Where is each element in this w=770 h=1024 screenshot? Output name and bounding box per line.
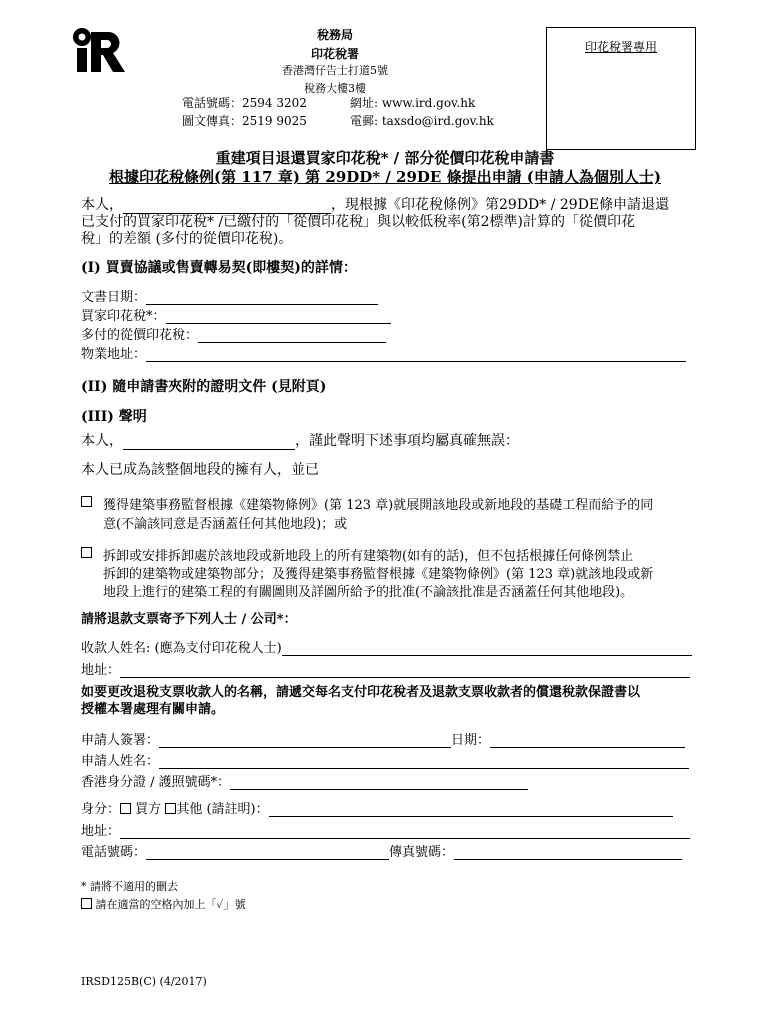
refund-heading: 請將退款支票寄予下列人士 / 公司*：: [81, 612, 297, 627]
address-line-1: 香港灣仔告士打道5號: [282, 64, 388, 77]
option-2-text-2: 拆卸的建築物或建築物部分；及獲得建築事務監督根據《建築物條例》(第 123 章)就該地段或新: [103, 567, 654, 582]
payee-field[interactable]: [282, 642, 692, 656]
declarant-name-field[interactable]: [123, 436, 295, 450]
other-checkbox[interactable]: [165, 803, 176, 814]
overpaid-field[interactable]: [198, 329, 386, 343]
office-name: 印花稅署: [310, 47, 359, 61]
form-number: IRSD125B(C) (4/2017): [81, 975, 207, 988]
section-3-heading: (III) 聲明: [81, 409, 147, 425]
fax-field[interactable]: [454, 846, 682, 860]
phone-label: 電話號碼：: [81, 845, 147, 860]
refund-note-1: 如要更改退稅支票收款人的名稱，請遞交每名支付印花稅者及退款支票收款者的償還稅款保證書以: [81, 685, 641, 700]
signature-field[interactable]: [159, 734, 451, 748]
note-tick: 請在適當的空格內加上「✓」號: [95, 898, 246, 911]
option-1-text-2: 意(不論該同意是否涵蓋任何其他地段)；或: [103, 517, 348, 532]
address-line-2: 稅務大樓3樓: [304, 82, 366, 95]
tel-number: 電話號碼：2594 3202: [182, 96, 307, 110]
refund-note-2: 授權本署處理有關申請。: [81, 702, 225, 717]
declaration-prefix: 本人，: [81, 433, 123, 449]
option-1-checkbox[interactable]: [81, 496, 92, 507]
overpaid-label: 多付的從價印花稅：: [81, 328, 199, 343]
date-field[interactable]: [490, 734, 685, 748]
fax-number: 圖文傳真：2519 9025: [182, 114, 307, 128]
buyer-label: 買方: [135, 802, 162, 817]
fax-label: 傳真號碼：: [389, 845, 455, 860]
form-title: 重建項目退還買家印花稅* / 部分從價印花稅申請書: [215, 149, 555, 167]
buyer-checkbox[interactable]: [120, 803, 131, 814]
property-address-field[interactable]: [146, 348, 686, 362]
signature-label: 申請人簽署：: [81, 733, 160, 748]
section-2-heading: (II) 隨申請書夾附的證明文件 (見附頁): [81, 379, 327, 395]
bsd-field[interactable]: [166, 310, 391, 324]
applicant-address-label: 地址：: [81, 824, 121, 839]
option-1-text-1: 獲得建築事務監督根據《建築物條例》(第 123 章)就展開該地段或新地段的基礎工程而給予的同: [103, 498, 654, 513]
id-field[interactable]: [230, 776, 528, 790]
owner-statement: 本人已成為該整個地段的擁有人，並已: [81, 462, 319, 478]
form-subtitle: 根據印花稅條例(第 117 章) 第 29DD* / 29DE 條提出申請 (申請人為個別人士): [108, 168, 661, 186]
option-2-checkbox[interactable]: [81, 547, 92, 558]
section-1-heading: (I) 買賣協議或售賣轉易契(即樓契)的詳情：: [81, 260, 357, 276]
other-label: 其他 (請註明)：: [176, 802, 269, 817]
property-address-label: 物業地址：: [81, 347, 147, 362]
option-2-text-3: 地段上進行的建築工程的有關圖則及詳圖所給予的批准(不論該批准是否涵蓋任何其他地段)。: [103, 585, 634, 600]
option-2-text-1: 拆卸或安排拆卸處於該地段或新地段上的所有建築物(如有的話)，但不包括根據任何條例禁止: [103, 549, 634, 564]
intro-prefix: 本人，: [81, 197, 123, 213]
payee-address-label: 地址：: [81, 663, 121, 678]
office-use-label: 印花稅署專用: [584, 40, 657, 54]
bsd-label: 買家印花稅*：: [81, 309, 166, 324]
dept-name: 稅務局: [316, 28, 353, 42]
note-delete: * 請將不適用的刪去: [81, 880, 178, 893]
payee-address-field[interactable]: [120, 664, 690, 678]
intro-text-1: ，現根據《印花稅條例》第29DD* / 29DE條申請退還: [331, 197, 670, 213]
office-use-box: [546, 27, 696, 150]
intro-text-3: 稅」的差額 (多付的從價印花稅)。: [81, 231, 293, 247]
email: 電郵: taxsdo@ird.gov.hk: [350, 114, 494, 128]
date-label: 日期：: [451, 733, 491, 748]
capacity-label: 身分：: [81, 802, 121, 817]
applicant-address-field[interactable]: [120, 825, 690, 839]
doc-date-field[interactable]: [146, 291, 378, 305]
intro-text-2: 已支付的買家印花稅* /已繳付的「從價印花稅」與以較低稅率(第2標準)計算的「從價印花: [81, 214, 635, 230]
id-label: 香港身分證 / 護照號碼*：: [81, 775, 231, 790]
phone-field[interactable]: [146, 846, 389, 860]
note-checkbox-icon: [81, 898, 92, 909]
doc-date-label: 文書日期：: [81, 290, 147, 305]
applicant-name-field[interactable]: [159, 755, 689, 769]
payee-label: 收款人姓名: (應為支付印花稅人士): [81, 641, 282, 656]
declaration-text: ，謹此聲明下述事項均屬真確無誤：: [295, 433, 519, 449]
applicant-name-label: 申請人姓名：: [81, 754, 160, 769]
other-field[interactable]: [269, 803, 673, 817]
website: 網址: www.ird.gov.hk: [350, 96, 476, 110]
